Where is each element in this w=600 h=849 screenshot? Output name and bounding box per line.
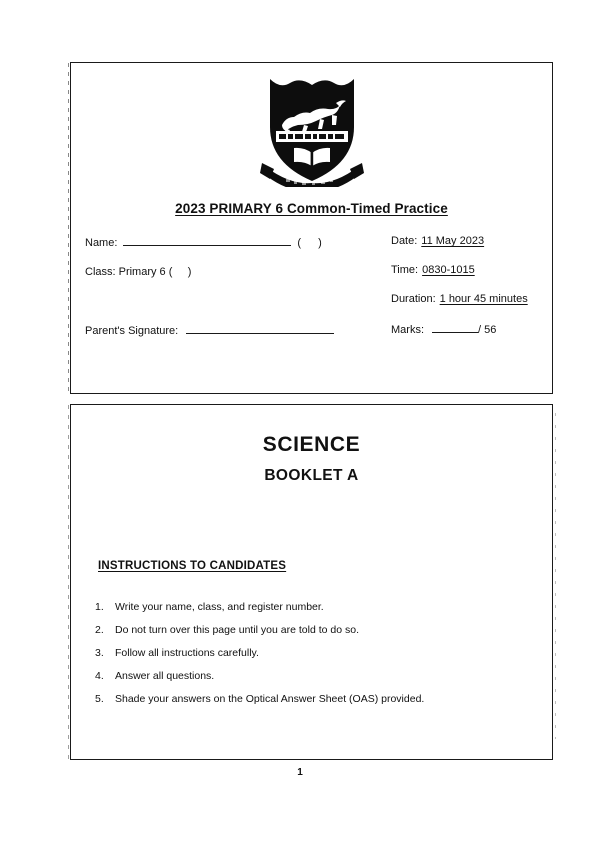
- list-item-number: 1.: [95, 601, 104, 613]
- marks-label: Marks:: [391, 324, 424, 336]
- candidate-particulars: [71, 235, 552, 385]
- list-item: [91, 601, 521, 613]
- list-item: [91, 693, 521, 705]
- date-label: Date:: [391, 235, 418, 247]
- marks-total: / 56: [478, 324, 497, 336]
- parent-signature-input[interactable]: [186, 323, 334, 334]
- duration-field-row: [391, 293, 551, 305]
- date-value: 11 May 2023: [421, 235, 485, 247]
- subject-heading: SCIENCE: [262, 433, 361, 456]
- marks-field-row: [391, 322, 551, 336]
- list-item-text: Write your name, class, and register number.: [115, 601, 324, 613]
- instructions-list: [91, 601, 521, 716]
- list-item-number: 4.: [95, 670, 104, 682]
- list-item-number: 5.: [95, 693, 104, 705]
- list-item: [91, 624, 521, 636]
- page-title: 2023 PRIMARY 6 Common-Timed Practice: [175, 201, 448, 216]
- class-close-paren: ): [187, 266, 192, 278]
- class-field-row: [85, 266, 365, 278]
- list-item-text: Follow all instructions carefully.: [115, 647, 259, 659]
- school-crest-shield-icon: [252, 67, 372, 187]
- parent-signature-label: Parent's Signature:: [85, 325, 179, 337]
- particulars-left-column: [85, 235, 365, 337]
- marks-input[interactable]: [432, 322, 478, 333]
- instructions-heading: INSTRUCTIONS TO CANDIDATES: [98, 560, 287, 572]
- class-label: Class: Primary 6 (: [85, 266, 173, 278]
- time-value: 0830-1015: [422, 264, 475, 276]
- date-field-row: [391, 235, 551, 247]
- list-item-text: Shade your answers on the Optical Answer Sheet (OAS) provided.: [115, 693, 425, 705]
- time-label: Time:: [391, 264, 419, 276]
- list-item-number: 3.: [95, 647, 104, 659]
- booklet-heading: BOOKLET A: [264, 467, 359, 484]
- duration-label: Duration:: [391, 293, 436, 305]
- list-item-text: Answer all questions.: [115, 670, 215, 682]
- name-register-paren[interactable]: ( ): [297, 237, 329, 249]
- list-item: [91, 670, 521, 682]
- header-particulars-box: [70, 62, 553, 394]
- name-input[interactable]: [123, 235, 291, 246]
- list-item: [91, 647, 521, 659]
- name-label: Name:: [85, 237, 118, 249]
- time-field-row: [391, 264, 551, 276]
- list-item-number: 2.: [95, 624, 104, 636]
- parent-signature-row: [85, 323, 365, 337]
- list-item-text: Do not turn over this page until you are told to do so.: [115, 624, 359, 636]
- page-number: 1: [297, 767, 303, 778]
- class-input[interactable]: [172, 266, 187, 278]
- name-field-row: [85, 235, 365, 249]
- particulars-right-column: [391, 235, 551, 336]
- booklet-instructions-box: [70, 404, 553, 760]
- duration-value: 1 hour 45 minutes: [439, 293, 528, 305]
